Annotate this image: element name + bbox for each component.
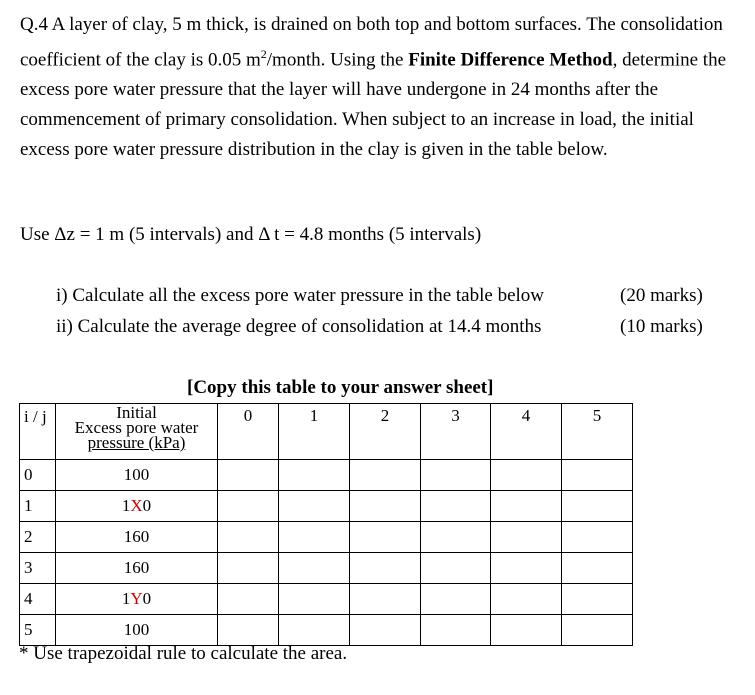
task-2-marks: (10 marks) xyxy=(620,316,703,337)
method-name: Finite Difference Method xyxy=(408,49,613,71)
question-paragraph: Q.4 A layer of clay, 5 m thick, is drained on both top and bottom surfaces. The consolidation coefficient of the clay is 0.05 $m^2$/month. Using the Finite Difference Method, determine the excess pore water pressure that the layer will have undergone in 24 months after the commencement of primary consolidation. When subject to an increase in load, the initial excess pore water pressure distribution in the clay is given in the table below. xyxy=(20,14,727,160)
task-1: i) Calculate all the excess pore water pressure in the table below xyxy=(56,285,544,306)
time-col-4: 4 xyxy=(491,404,562,460)
time-col-0: 0 xyxy=(218,404,279,460)
table-row: 4 1Y0 xyxy=(20,584,633,615)
table-row: 0 100 xyxy=(20,460,633,491)
table-header-row xyxy=(20,404,633,460)
time-col-2: 2 xyxy=(350,404,421,460)
intervals-line: Use Δz = 1 m (5 intervals) and Δ t = 4.8 months (5 intervals) xyxy=(20,224,482,245)
initial-pressure-header: Initial Excess pore water pressure (kPa) xyxy=(56,404,218,460)
footnote: * Use trapezoidal rule to calculate the area. xyxy=(19,643,348,664)
time-col-3: 3 xyxy=(421,404,491,460)
table-row: 5 100 xyxy=(20,615,633,646)
table-caption: [Copy this table to your answer sheet] xyxy=(187,377,494,398)
table-row: 1 1X0 xyxy=(20,491,633,522)
time-col-5: 5 xyxy=(562,404,633,460)
task-1-marks: (20 marks) xyxy=(620,285,703,306)
pore-pressure-table xyxy=(19,403,633,646)
table-row: 2 160 xyxy=(20,522,633,553)
corner-header: i / j xyxy=(20,404,56,460)
time-col-1: 1 xyxy=(279,404,350,460)
table-row: 3 160 xyxy=(20,553,633,584)
unknown-x: X xyxy=(130,496,143,515)
unknown-y: Y xyxy=(130,589,143,608)
task-2: ii) Calculate the average degree of consolidation at 14.4 months xyxy=(56,316,542,337)
